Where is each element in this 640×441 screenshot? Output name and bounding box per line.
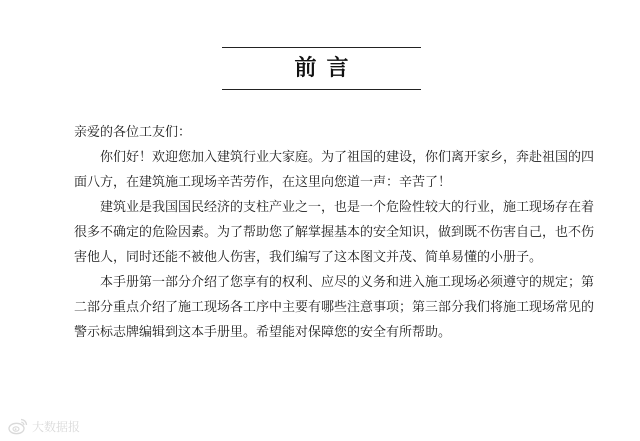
title-rule-top <box>222 47 421 48</box>
title-rule-bottom <box>222 89 421 90</box>
preface-body <box>74 120 594 345</box>
paragraph-2: 建筑业是我国国民经济的支柱产业之一，也是一个危险性较大的行业，施工现场存在着很多不确定的危险因素。为了帮助您了解掌握基本的安全知识，做到既不伤害自己，也不伤害他人，同时还能不被他人伤害，我们编写了这本图文并茂、简单易懂的小册子。 <box>74 200 595 265</box>
paragraph-3: 本手册第一部分介绍了您享有的权利、应尽的义务和进入施工现场必须遵守的规定；第二部分重点介绍了施工现场各工序中主要有哪些注意事项；第三部分我们将施工现场常见的警示标志牌编辑到这本手册里。希望能对保障您的安全有所帮助。 <box>74 275 595 340</box>
paragraph-1: 你们好！欢迎您加入建筑行业大家庭。为了祖国的建设，你们离开家乡，奔赴祖国的四面八方，在建筑施工现场辛苦劳作，在这里向您道一声：辛苦了！ <box>74 150 595 190</box>
watermark-text: 大数据报 <box>32 419 81 434</box>
page-title: 前言 <box>294 56 359 81</box>
weibo-logo-icon <box>8 417 28 435</box>
watermark <box>8 416 80 436</box>
salutation: 亲爱的各位工友们： <box>74 125 192 140</box>
